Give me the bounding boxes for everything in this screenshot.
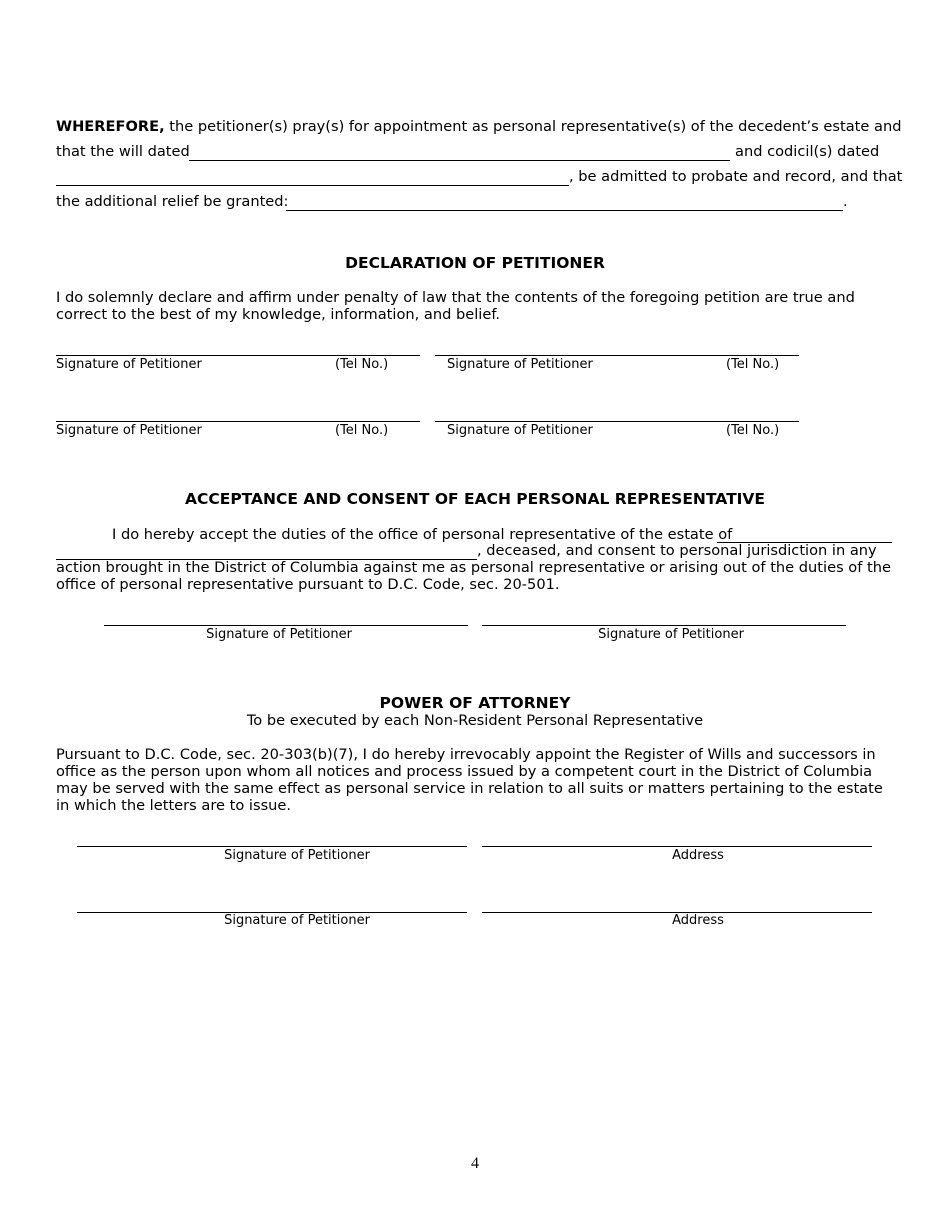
poa-subtitle: To be executed by each Non-Resident Personal Representative <box>246 712 704 729</box>
tel-label: (Tel No.) <box>335 423 389 438</box>
signature-label: Signature of Petitioner <box>56 423 202 438</box>
signature-label: Signature of Petitioner <box>224 848 370 863</box>
address-label: Address <box>672 913 724 928</box>
tel-label: (Tel No.) <box>726 423 780 438</box>
codicil-label: and codicil(s) dated <box>735 143 880 160</box>
acceptance-line-1: I do hereby accept the duties of the office of personal representative of the estate of <box>112 526 733 543</box>
address-label: Address <box>672 848 724 863</box>
signature-label: Signature of Petitioner <box>206 627 352 642</box>
signature-label: Signature of Petitioner <box>447 423 593 438</box>
additional-relief-blank[interactable] <box>286 210 843 211</box>
petitioner-signature-line[interactable] <box>56 421 420 422</box>
relief-period: . <box>843 193 848 210</box>
acceptance-signature-line[interactable] <box>104 625 468 626</box>
petitioner-signature-line[interactable] <box>435 421 799 422</box>
wherefore-text-1: the petitioner(s) pray(s) for appointment as personal representative(s) of the decedent’s estate and <box>169 118 902 135</box>
signature-label: Signature of Petitioner <box>598 627 744 642</box>
poa-signature-line[interactable] <box>77 846 467 847</box>
page-number: 4 <box>471 1155 479 1172</box>
will-date-blank[interactable] <box>189 160 730 161</box>
declaration-title: DECLARATION OF PETITIONER <box>345 254 605 272</box>
acceptance-title: ACCEPTANCE AND CONSENT OF EACH PERSONAL REPRESENTATIVE <box>184 490 765 508</box>
signature-label: Signature of Petitioner <box>224 913 370 928</box>
poa-text: Pursuant to D.C. Code, sec. 20-303(b)(7), I do hereby irrevocably appoint the Register of Wills and successors in office as the person upon whom all notices and process issued by a competent court in the District of Columbia may be served with the same effect as personal service in relation to all suits or matters pertaining to the estate in which the letters are to issue. <box>56 746 883 814</box>
tel-label: (Tel No.) <box>726 357 780 372</box>
acceptance-line-3: action brought in the District of Columbia against me as personal representative or arising out of the duties of the <box>56 559 891 576</box>
signature-label: Signature of Petitioner <box>56 357 202 372</box>
petitioner-signature-line[interactable] <box>435 355 799 356</box>
tel-label: (Tel No.) <box>335 357 389 372</box>
wherefore-line-1 <box>56 118 901 135</box>
signature-label: Signature of Petitioner <box>447 357 593 372</box>
acceptance-line-4: office of personal representative pursuant to D.C. Code, sec. 20-501. <box>56 576 560 593</box>
poa-title: POWER OF ATTORNEY <box>379 694 571 712</box>
relief-label: the additional relief be granted: <box>56 193 289 210</box>
poa-address-line[interactable] <box>482 846 872 847</box>
wherefore-line-2 <box>56 143 190 160</box>
admitted-label: , be admitted to probate and record, and that <box>569 168 903 185</box>
acceptance-signature-line[interactable] <box>482 625 846 626</box>
codicil-date-blank[interactable] <box>56 185 569 186</box>
declaration-text: I do solemnly declare and affirm under penalty of law that the contents of the foregoing petition are true and correct to the best of my knowledge, information, and belief. <box>56 289 855 323</box>
will-dated-label: that the will dated <box>56 143 190 160</box>
acceptance-line-2: , deceased, and consent to personal jurisdiction in any <box>477 542 877 559</box>
petitioner-signature-line[interactable] <box>56 355 420 356</box>
wherefore-lead: WHEREFORE, <box>56 118 165 135</box>
